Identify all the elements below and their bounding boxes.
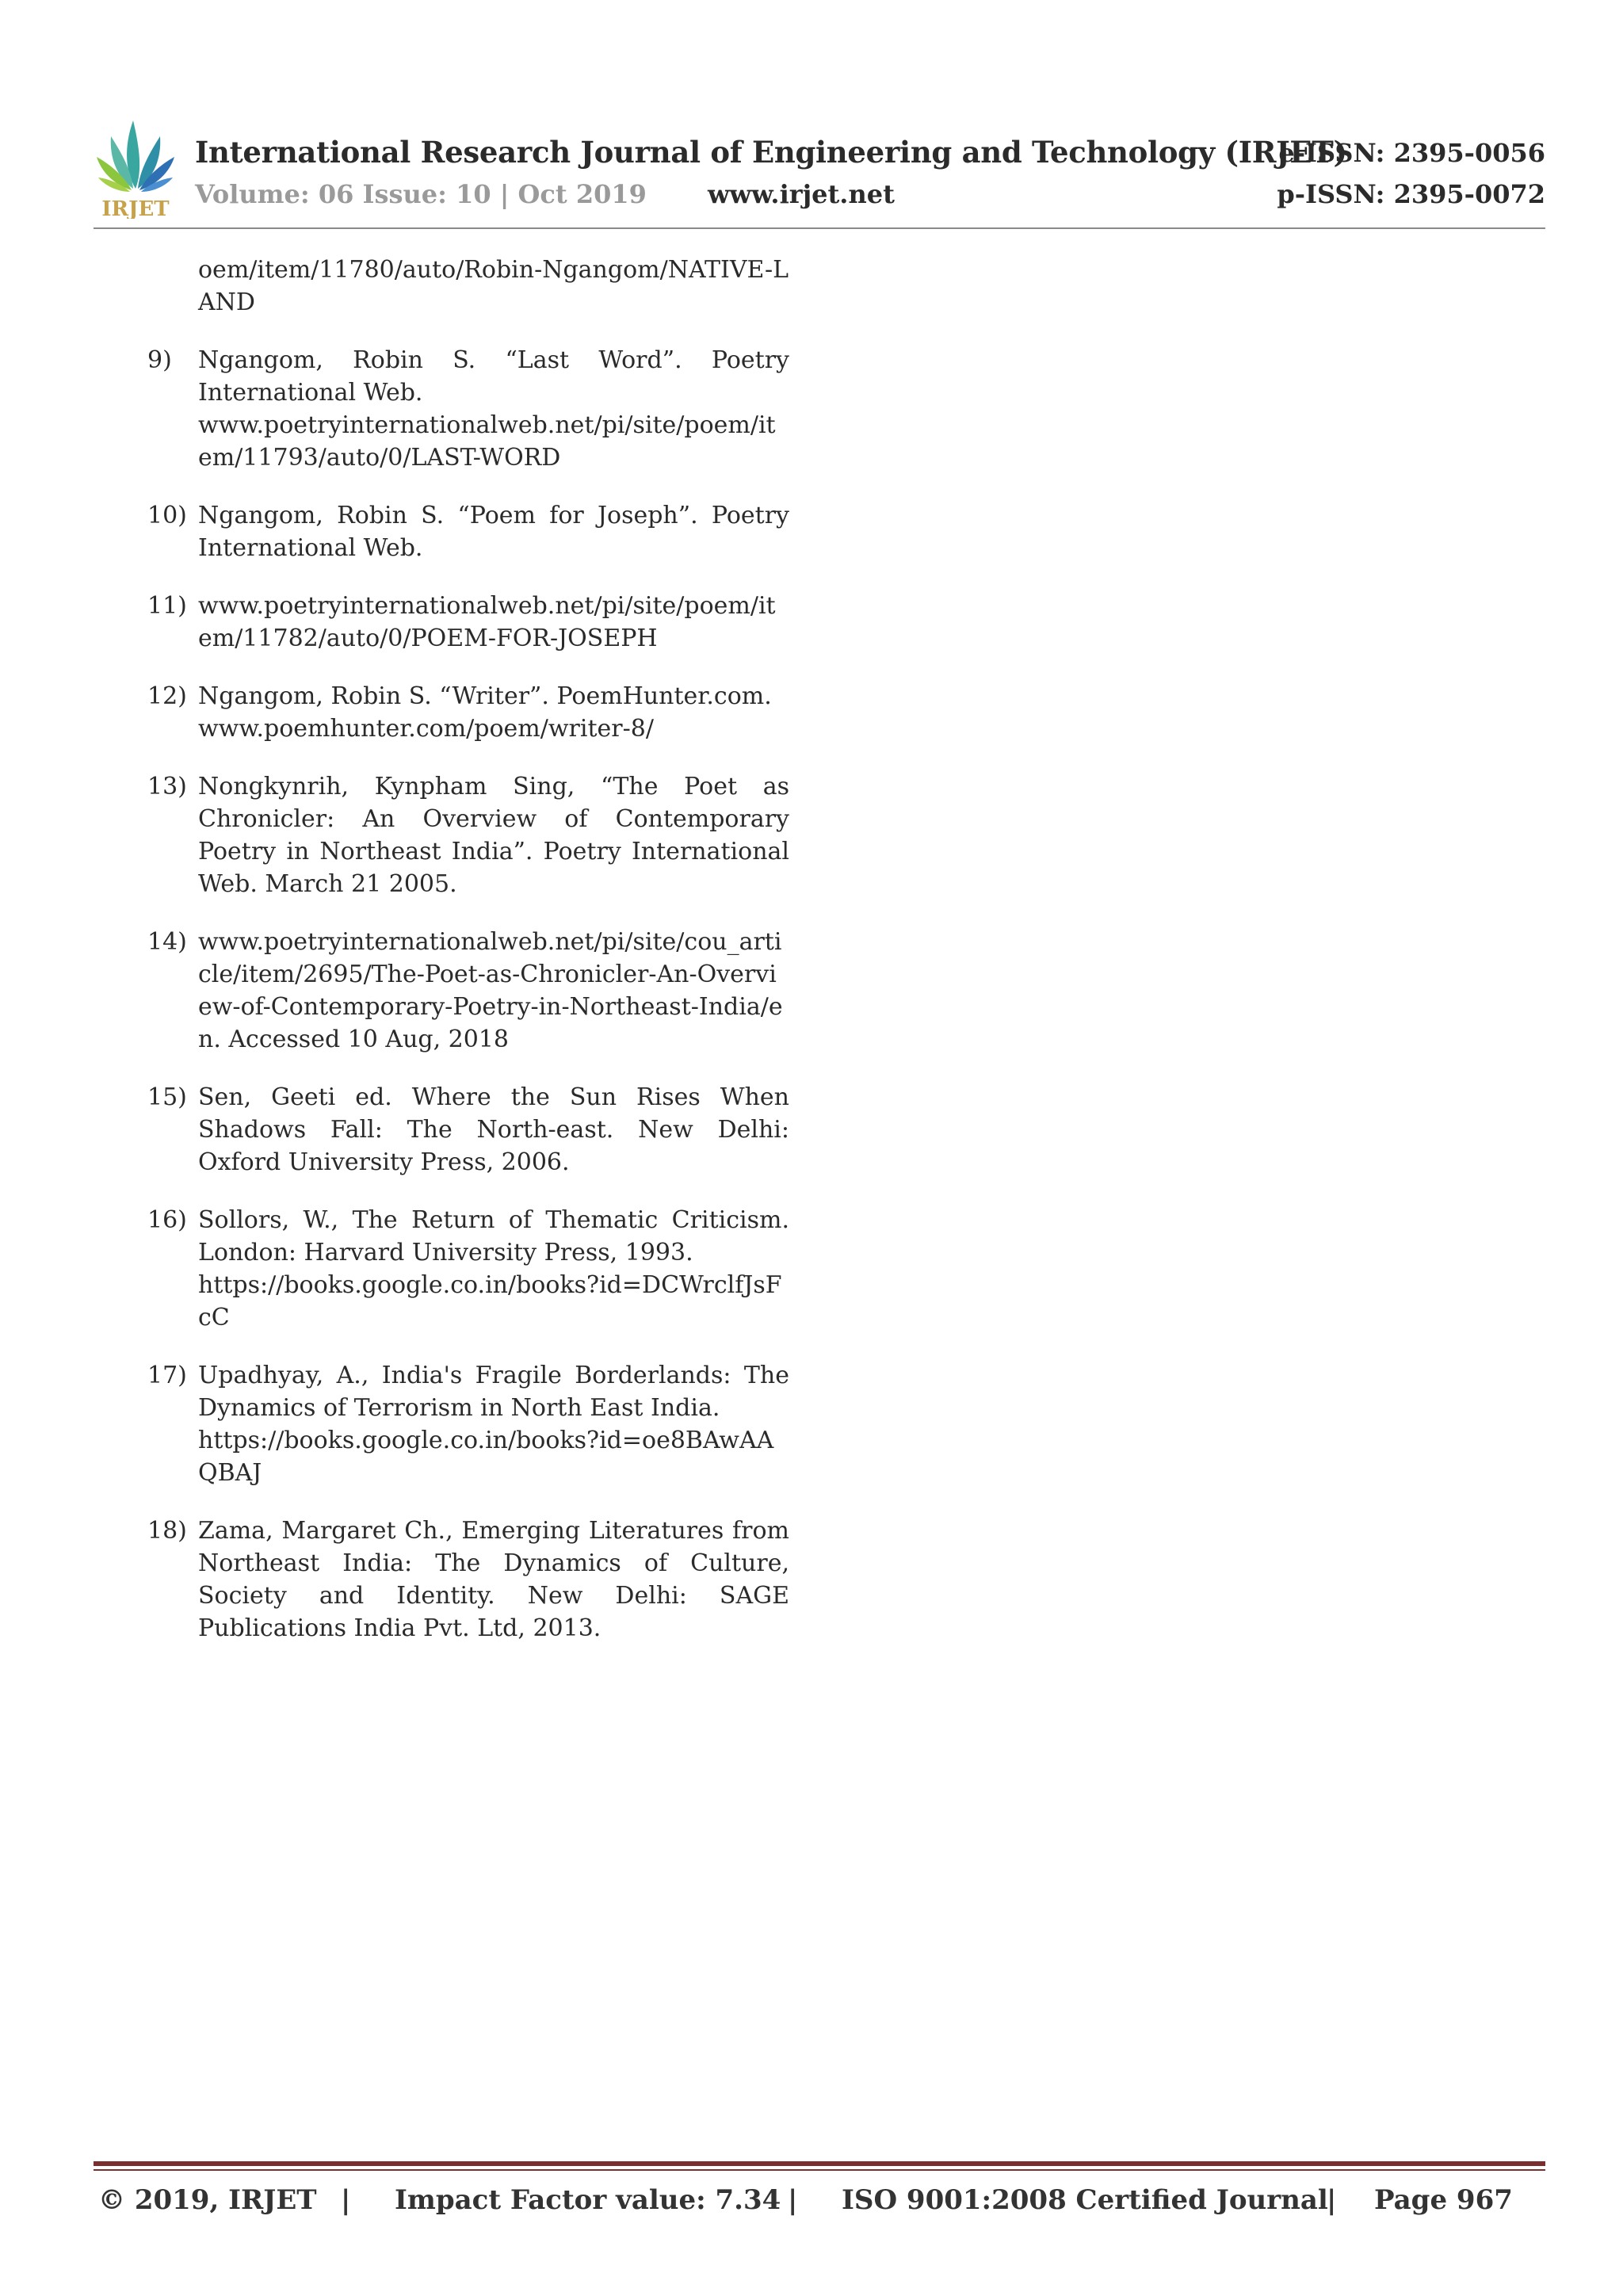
reference-item: [147, 499, 805, 564]
footer-impact-factor: Impact Factor value: 7.34: [395, 2184, 781, 2216]
reference-number: 18): [147, 1517, 187, 1545]
journal-website-link[interactable]: www.irjet.net: [708, 179, 895, 209]
footer-separator: |: [341, 2184, 351, 2216]
reference-url[interactable]: https://books.google.co.in/books?id=oe8BAwAAQBAJ: [198, 1427, 774, 1487]
reference-url[interactable]: oem/item/11780/auto/Robin-Ngangom/NATIVE-LAND: [198, 256, 789, 316]
reference-item: [147, 1359, 805, 1489]
reference-number: 17): [147, 1362, 187, 1389]
reference-url[interactable]: www.poetryinternationalweb.net/pi/site/cou_article/item/2695/The-Poet-as-Chronicler-An-Overview-of-Contemporary-Poetry-in-Northeast-India/en. Accessed 10 Aug, 2018: [198, 928, 783, 1053]
reference-url[interactable]: https://books.google.co.in/books?id=DCWrclfJsFcC: [198, 1271, 782, 1331]
reference-number: 13): [147, 773, 187, 800]
header-divider: [94, 227, 1545, 229]
volume-issue: Volume: 06 Issue: 10 | Oct 2019: [195, 179, 647, 209]
reference-number: 11): [147, 592, 187, 620]
irjet-logo: [94, 116, 178, 219]
reference-text: Upadhyay, A., India's Fragile Borderlands: The Dynamics of Terrorism in North East India.: [198, 1362, 789, 1422]
footer-copyright: © 2019, IRJET: [98, 2184, 317, 2216]
reference-item: [147, 590, 805, 655]
references-list: [147, 254, 805, 1670]
reference-item: [147, 770, 805, 900]
page-footer: [98, 2184, 1541, 2224]
reference-number: 14): [147, 928, 187, 956]
reference-text: Ngangom, Robin S. “Writer”. PoemHunter.com.: [198, 682, 772, 710]
footer-divider-thick: [94, 2161, 1545, 2166]
reference-item: [147, 680, 805, 745]
reference-url[interactable]: www.poetryinternationalweb.net/pi/site/poem/item/11782/auto/0/POEM-FOR-JOSEPH: [198, 592, 776, 652]
footer-separator: |: [788, 2184, 798, 2216]
footer-iso-certification: ISO 9001:2008 Certified Journal: [842, 2184, 1328, 2216]
reference-text: Sollors, W., The Return of Thematic Criticism. London: Harvard University Press, 1993.: [198, 1206, 789, 1266]
reference-number: 16): [147, 1206, 187, 1234]
reference-item: [147, 926, 805, 1056]
reference-url[interactable]: www.poetryinternationalweb.net/pi/site/poem/item/11793/auto/0/LAST-WORD: [198, 411, 776, 472]
reference-number: 15): [147, 1083, 187, 1111]
journal-title: International Research Journal of Engineering and Technology (IRJET): [195, 135, 1347, 170]
reference-number: 12): [147, 682, 187, 710]
reference-item: [147, 1204, 805, 1334]
reference-number: 9): [147, 346, 172, 374]
reference-text: Nongkynrih, Kynpham Sing, “The Poet as Chronicler: An Overview of Contemporary Poetry in Northeast India”. Poetry International Web. March 21 2005.: [198, 773, 789, 898]
reference-url[interactable]: www.poemhunter.com/poem/writer-8/: [198, 715, 654, 743]
irjet-logo-icon: [94, 116, 178, 219]
logo-text: IRJET: [101, 197, 170, 219]
reference-number: 10): [147, 502, 187, 529]
reference-item: [147, 1081, 805, 1179]
reference-text: Ngangom, Robin S. “Last Word”. Poetry International Web.: [198, 346, 789, 407]
reference-continuation: [147, 254, 805, 319]
reference-text: Sen, Geeti ed. Where the Sun Rises When Shadows Fall: The North-east. New Delhi: Oxford University Press, 2006.: [198, 1083, 789, 1176]
p-issn: p-ISSN: 2395-0072: [1277, 179, 1545, 209]
e-issn: e-ISSN: 2395-0056: [1278, 138, 1545, 168]
reference-item: [147, 344, 805, 474]
journal-header: [94, 111, 1545, 230]
footer-separator: |: [1327, 2184, 1337, 2216]
reference-item: [147, 1515, 805, 1645]
footer-divider-thin: [94, 2169, 1545, 2171]
reference-text: Ngangom, Robin S. “Poem for Joseph”. Poetry International Web.: [198, 502, 789, 562]
reference-text: Zama, Margaret Ch., Emerging Literatures from Northeast India: The Dynamics of Culture, Society and Identity. New Delhi: SAGE Publications India Pvt. Ltd, 2013.: [198, 1517, 789, 1642]
footer-page-number: Page 967: [1374, 2184, 1513, 2216]
